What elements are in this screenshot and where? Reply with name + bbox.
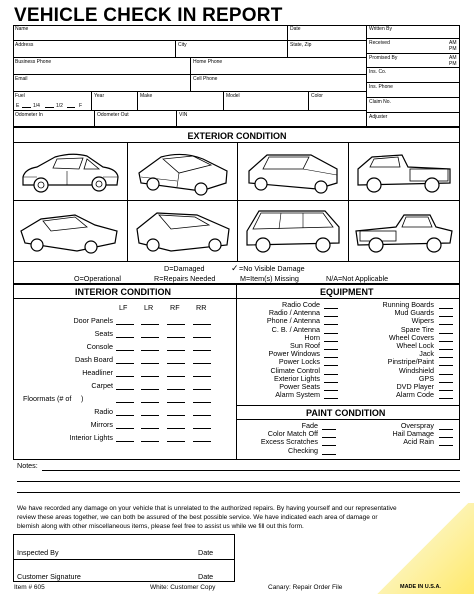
equipment-blank-right[interactable]: [439, 308, 453, 309]
written-by-label: Written By: [369, 26, 392, 32]
paint-heading: PAINT CONDITION: [306, 408, 386, 418]
business-phone-label: Business Phone: [15, 59, 52, 65]
inspected-by-label: Inspected By: [17, 548, 59, 557]
interior-check-blank[interactable]: [167, 376, 185, 377]
equipment-heading: EQUIPMENT: [320, 287, 374, 297]
interior-check-blank[interactable]: [193, 441, 211, 442]
paint-item-right: Acid Rain: [403, 437, 434, 447]
canary-copy-corner: [372, 503, 474, 594]
car-front-top-icon: [131, 147, 235, 197]
form-title: VEHICLE CHECK IN REPORT: [14, 5, 283, 26]
legend-damaged: D=Damaged: [164, 264, 205, 273]
equipment-blank-left[interactable]: [324, 333, 338, 334]
equipment-item-right: Alarm Code: [396, 390, 434, 400]
truck-front-icon: [352, 205, 456, 257]
interior-item-dash-board: Dash Board: [75, 355, 113, 364]
equipment-item-right: Mud Guards: [394, 308, 434, 318]
equipment-blank-right[interactable]: [439, 365, 453, 366]
col-rr: RR: [196, 303, 207, 312]
cell-phone-label: Cell Phone: [193, 76, 218, 82]
equipment-blank-left[interactable]: [324, 390, 338, 391]
interior-check-blank[interactable]: [193, 337, 211, 338]
equipment-blank-left[interactable]: [324, 398, 338, 399]
interior-item-floormats: Floormats (# of: [23, 394, 72, 403]
interior-check-blank[interactable]: [167, 324, 185, 325]
year-label: Year: [94, 93, 105, 99]
promised-pm: PM: [449, 61, 457, 67]
interior-check-blank[interactable]: [167, 389, 185, 390]
car-side-rear-icon: [131, 205, 235, 257]
equipment-item-left: Power Seats: [279, 382, 320, 391]
interior-check-blank[interactable]: [116, 389, 134, 390]
interior-check-blank[interactable]: [141, 376, 159, 377]
model-label: Model: [226, 93, 240, 99]
ins-co-label: Ins. Co.: [369, 69, 387, 75]
received-pm: PM: [449, 46, 457, 52]
truck-rear-icon: [352, 147, 456, 197]
equipment-item-left: Power Windows: [268, 349, 320, 359]
interior-check-blank[interactable]: [193, 350, 211, 351]
interior-check-blank[interactable]: [141, 415, 159, 416]
equipment-item-left: Exterior Lights: [274, 373, 320, 383]
date-label: Date: [290, 26, 301, 32]
equipment-blank-right[interactable]: [439, 349, 453, 350]
col-rf: RF: [170, 303, 180, 312]
interior-check-blank[interactable]: [141, 324, 159, 325]
paint-blank-right[interactable]: [439, 437, 453, 438]
interior-check-blank[interactable]: [193, 415, 211, 416]
interior-check-blank[interactable]: [193, 324, 211, 325]
equipment-blank-right[interactable]: [439, 390, 453, 391]
paint-blank-left[interactable]: [322, 445, 336, 446]
equipment-item-left: Climate Control: [270, 365, 320, 375]
interior-check-blank[interactable]: [193, 428, 211, 429]
received-label: Received: [369, 40, 390, 46]
customer-signature-label: Customer Signature: [17, 572, 81, 581]
promised-label: Promised By: [369, 55, 398, 61]
interior-check-blank[interactable]: [116, 441, 134, 442]
col-lr: LR: [144, 303, 154, 312]
interior-item-radio: Radio: [94, 407, 113, 416]
interior-check-blank[interactable]: [141, 337, 159, 338]
equipment-blank-right[interactable]: [439, 316, 453, 317]
interior-check-blank[interactable]: [167, 428, 185, 429]
paint-blank-left[interactable]: [322, 437, 336, 438]
interior-item-headliner: Headliner: [82, 368, 113, 377]
legend-operational: O=Operational: [74, 274, 121, 283]
legend-na: N/A=Not Applicable: [326, 274, 389, 283]
legend-missing: M=Item(s) Missing: [240, 274, 299, 283]
interior-check-blank[interactable]: [167, 337, 185, 338]
equipment-item-right: Pinstripe/Paint: [387, 357, 434, 367]
equipment-item-right: GPS: [418, 373, 434, 383]
equipment-blank-right[interactable]: [439, 357, 453, 358]
floormats-close-paren: ): [81, 394, 84, 403]
car-rear-top-icon: [241, 147, 345, 197]
paint-blank-right[interactable]: [439, 429, 453, 430]
equipment-item-left: Radio Code: [282, 300, 320, 309]
name-label: Name: [15, 26, 29, 32]
interior-check-blank[interactable]: [167, 415, 185, 416]
equipment-blank-left[interactable]: [324, 324, 338, 325]
disclaimer-line-2: review these areas together, we can both be assured of the best possible service. We have indicated each area of damage or: [17, 514, 378, 521]
interior-check-blank[interactable]: [193, 389, 211, 390]
paint-item-right: Hail Damage: [392, 429, 434, 439]
equipment-blank-right[interactable]: [439, 324, 453, 325]
paint-item-left: Checking: [288, 445, 318, 455]
equipment-blank-right[interactable]: [439, 374, 453, 375]
make-label: Make: [140, 93, 153, 99]
ins-phone-label: Ins. Phone: [369, 84, 393, 90]
equipment-blank-left[interactable]: [324, 349, 338, 350]
equipment-item-left: C. B. / Antenna: [271, 324, 320, 334]
address-label: Address: [15, 42, 34, 48]
car-rear-left-icon: [17, 205, 123, 257]
interior-item-seats: Seats: [94, 329, 113, 338]
disclaimer-line-3: blemish along with other miscellaneous items, please feel free to assist us while we fill out this form.: [17, 523, 304, 530]
equipment-item-right: DVD Player: [396, 382, 434, 391]
date-2-label: Date: [198, 572, 214, 581]
interior-check-blank[interactable]: [141, 350, 159, 351]
paint-item-left: Fade: [301, 421, 318, 430]
legend-repairs: R=Repairs Needed: [154, 274, 216, 283]
received-am: AM: [449, 40, 457, 46]
odometer-out-label: Odometer Out: [97, 112, 129, 118]
check-icon: ✓: [231, 263, 239, 273]
paint-blank-left[interactable]: [322, 454, 336, 455]
paint-item-left: Excess Scratches: [260, 437, 318, 447]
interior-check-blank[interactable]: [116, 376, 134, 377]
equipment-item-left: Power Locks: [278, 357, 320, 367]
interior-check-blank[interactable]: [167, 402, 185, 403]
promised-am: AM: [449, 55, 457, 61]
interior-check-blank[interactable]: [116, 415, 134, 416]
equipment-blank-left[interactable]: [324, 357, 338, 358]
paint-item-left: Color Match Off: [267, 429, 318, 439]
minivan-icon: [241, 205, 345, 257]
fuel-label: Fuel: [15, 93, 25, 99]
interior-check-blank[interactable]: [167, 350, 185, 351]
interior-item-interior-lights: Interior Lights: [69, 433, 113, 442]
equipment-blank-left[interactable]: [324, 365, 338, 366]
interior-item-carpet: Carpet: [91, 381, 113, 390]
color-label: Color: [311, 93, 323, 99]
notes-line-2[interactable]: [17, 481, 460, 482]
date-1-label: Date: [198, 548, 214, 557]
vin-label: VIN: [179, 112, 188, 118]
car-front-left-icon: [17, 147, 123, 197]
equipment-item-right: Wheel Lock: [396, 341, 434, 350]
equipment-item-left: Radio / Antenna: [268, 308, 320, 318]
equipment-item-left: Sun Roof: [290, 341, 320, 350]
interior-check-blank[interactable]: [141, 428, 159, 429]
interior-check-blank[interactable]: [116, 324, 134, 325]
interior-item-mirrors: Mirrors: [90, 420, 113, 429]
interior-check-blank[interactable]: [141, 441, 159, 442]
city-label: City: [178, 42, 187, 48]
interior-check-blank[interactable]: [116, 350, 134, 351]
equipment-item-right: Running Boards: [382, 300, 434, 309]
adjuster-label: Adjuster: [369, 114, 388, 120]
interior-check-blank[interactable]: [116, 363, 134, 364]
interior-heading: INTERIOR CONDITION: [75, 287, 171, 297]
interior-check-blank[interactable]: [141, 402, 159, 403]
notes-label: Notes:: [17, 461, 38, 470]
email-label: Email: [15, 76, 28, 82]
interior-check-blank[interactable]: [116, 428, 134, 429]
equipment-item-right: Wipers: [411, 316, 434, 326]
claim-no-label: Claim No.: [369, 99, 391, 105]
equipment-item-left: Alarm System: [275, 390, 320, 400]
fuel-full: F: [79, 103, 83, 109]
equipment-blank-left[interactable]: [324, 316, 338, 317]
interior-check-blank[interactable]: [141, 389, 159, 390]
interior-check-blank[interactable]: [193, 363, 211, 364]
fuel-quarter: 1/4: [33, 103, 40, 109]
item-number: Item # 605: [14, 584, 45, 591]
interior-check-blank[interactable]: [193, 376, 211, 377]
notes-line-1[interactable]: [42, 470, 460, 471]
equipment-item-right: Windshield: [398, 365, 434, 375]
canary-copy-label: Canary: Repair Order File: [268, 584, 343, 591]
fuel-half: 1/2: [56, 103, 63, 109]
equipment-blank-right[interactable]: [439, 398, 453, 399]
equipment-item-right: Jack: [419, 349, 434, 359]
interior-item-door-panels: Door Panels: [73, 316, 113, 325]
equipment-item-left: Horn: [304, 332, 320, 342]
white-copy-label: White: Customer Copy: [150, 584, 216, 591]
paint-blank-right[interactable]: [439, 445, 453, 446]
interior-item-console: Console: [86, 342, 113, 351]
interior-check-blank[interactable]: [116, 402, 134, 403]
state-zip-label: State, Zip: [290, 42, 312, 48]
fuel-e: E: [16, 103, 20, 109]
equipment-blank-right[interactable]: [439, 382, 453, 383]
equipment-blank-left[interactable]: [324, 382, 338, 383]
equipment-blank-left[interactable]: [324, 341, 338, 342]
paint-item-right: Overspray: [400, 421, 434, 430]
paint-blank-left[interactable]: [322, 429, 336, 430]
odometer-in-label: Odometer In: [15, 112, 43, 118]
interior-check-blank[interactable]: [193, 402, 211, 403]
disclaimer-line-1: We have recorded any damage on your vehicle that is unrelated to the authorized repairs. By having yourself and our representative: [17, 505, 397, 512]
equipment-item-right: Wheel Covers: [388, 332, 434, 342]
equipment-item-left: Phone / Antenna: [266, 316, 320, 326]
notes-line-3[interactable]: [17, 492, 460, 493]
equipment-blank-right[interactable]: [439, 341, 453, 342]
made-in-usa: MADE IN U.S.A.: [400, 584, 441, 590]
interior-check-blank[interactable]: [167, 363, 185, 364]
equipment-blank-right[interactable]: [439, 333, 453, 334]
equipment-blank-left[interactable]: [324, 374, 338, 375]
col-lf: LF: [119, 303, 128, 312]
exterior-heading: EXTERIOR CONDITION: [187, 131, 287, 141]
interior-check-blank[interactable]: [141, 363, 159, 364]
equipment-item-right: Spare Tire: [400, 324, 434, 334]
interior-check-blank[interactable]: [167, 441, 185, 442]
equipment-blank-left[interactable]: [324, 308, 338, 309]
home-phone-label: Home Phone: [193, 59, 223, 65]
interior-check-blank[interactable]: [116, 337, 134, 338]
legend-no-damage: =No Visible Damage: [239, 264, 305, 273]
